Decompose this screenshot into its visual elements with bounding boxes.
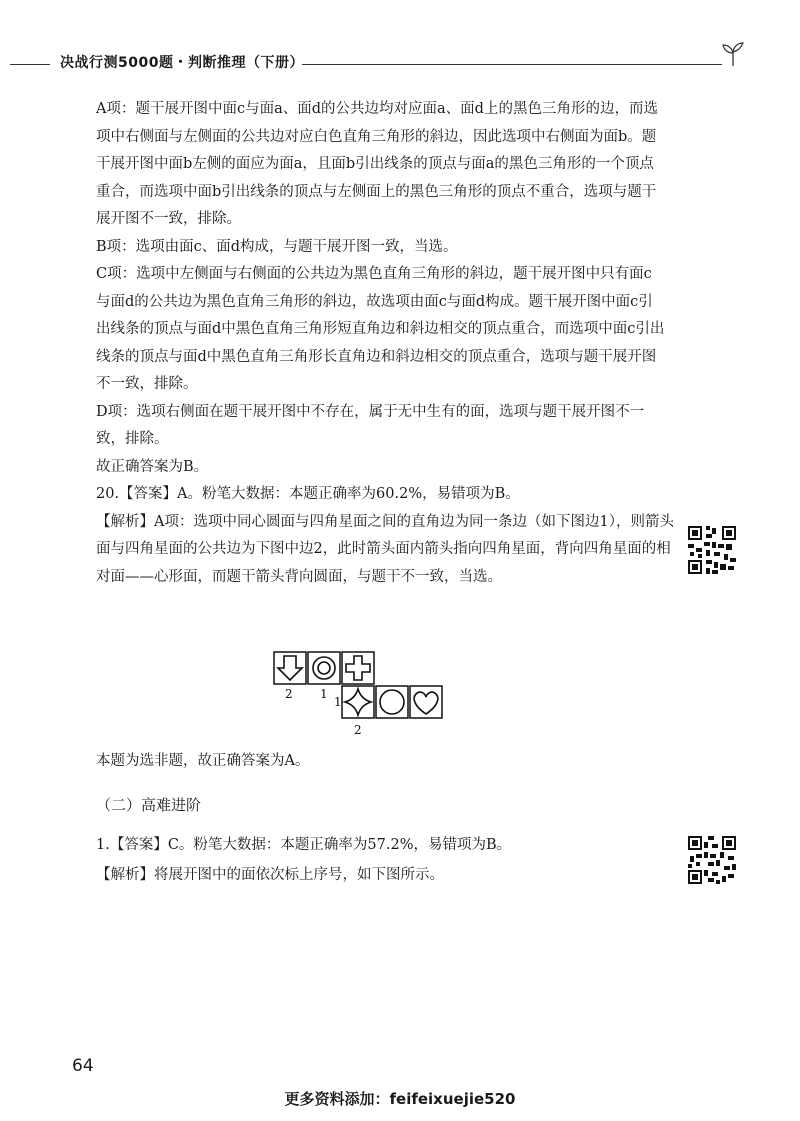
section-title: （二）高难进阶 — [96, 796, 202, 814]
paragraph-d-item: D项：选项右侧面在题干展开图中不存在，属于无中生有的面，选项与题干展开图不一致，排除。 — [96, 403, 645, 447]
advanced-q1-analysis: 【解析】将展开图中的面依次标上序号，如下图所示。 — [96, 867, 444, 883]
edge-label-2-lower: 2 — [354, 723, 362, 737]
qr-code-icon[interactable] — [686, 524, 738, 576]
outer-circle-icon — [313, 657, 335, 679]
circle-icon — [380, 690, 404, 714]
header-rule-left — [10, 64, 50, 65]
edge-label-2: 2 — [285, 687, 293, 701]
inner-circle-icon — [318, 662, 330, 674]
four-point-star-icon — [345, 689, 371, 715]
edge-label-1: 1 — [320, 687, 328, 701]
conclusion-19: 故正确答案为B。 — [96, 458, 209, 475]
advanced-block — [96, 830, 666, 890]
cube-net-diagram — [272, 650, 452, 740]
conclusion-20: 本题为选非题，故正确答案为A。 — [96, 753, 310, 769]
q20-answer: 20.【答案】A。粉笔大数据：本题正确率为60.2%，易错项为B。 — [96, 486, 520, 502]
header-rule-right — [302, 64, 722, 65]
footer-note: 更多资料添加：feifeixuejie520 — [284, 1090, 516, 1108]
main-content — [96, 96, 674, 591]
paragraph-a-item: A项：题干展开图中面c与面a、面d的公共边均对应面a、面d上的黑色三角形的边，而选项中右侧面与左侧面的公共边对应白色直角三角形的斜边，因此选项中右侧面为面b。题干展开图中面b左侧的面应为面a，且面b引出线条的顶点与面a的黑色三角形的一个顶点重合，而选项中面b引出线条的顶点与左侧面上的黑色三角形的顶点不重合，选项与题干展开图不一致，排除。 — [96, 101, 658, 227]
heart-icon — [414, 692, 438, 714]
paragraph-c-item: C项：选项中左侧面与右侧面的公共边为黑色直角三角形的斜边，题干展开图中只有面c与面d的公共边为黑色直角三角形的斜边，故选项由面c与面d构成。题干展开图中面c引出线条的顶点与面d中黑色直角三角形短直角边和斜边相交的顶点重合，而选项中面c引出线条的顶点与面d中黑色直角三角形长直角边和斜边相交的顶点重合，选项与题干展开图不一致，排除。 — [96, 266, 665, 392]
page-number: 64 — [72, 1056, 94, 1076]
conclusion-20-block — [96, 748, 666, 776]
qr-code-icon[interactable] — [686, 834, 738, 886]
edge-label-1-lower: 1 — [334, 695, 342, 709]
paragraph-b-item: B项：选项由面c、面d构成，与题干展开图一致，当选。 — [96, 238, 458, 255]
sprout-icon — [718, 40, 748, 70]
down-arrow-icon — [278, 656, 302, 680]
advanced-q1-answer: 1.【答案】C。粉笔大数据：本题正确率为57.2%，易错项为B。 — [96, 837, 512, 853]
header-title: 决战行测5000题・判断推理（下册） — [60, 55, 304, 71]
q20-analysis: 【解析】A项：选项中同心圆面与四角星面之间的直角边为同一条边（如下图边1），则箭头面与四角星面的公共边为下图中边2，此时箭头面内箭头指向四角星面，背向四角星面的相对面——心形面，而题干箭头背向圆面，与题干不一致，当选。 — [96, 513, 674, 585]
running-header — [0, 40, 800, 80]
cross-icon — [346, 656, 370, 680]
